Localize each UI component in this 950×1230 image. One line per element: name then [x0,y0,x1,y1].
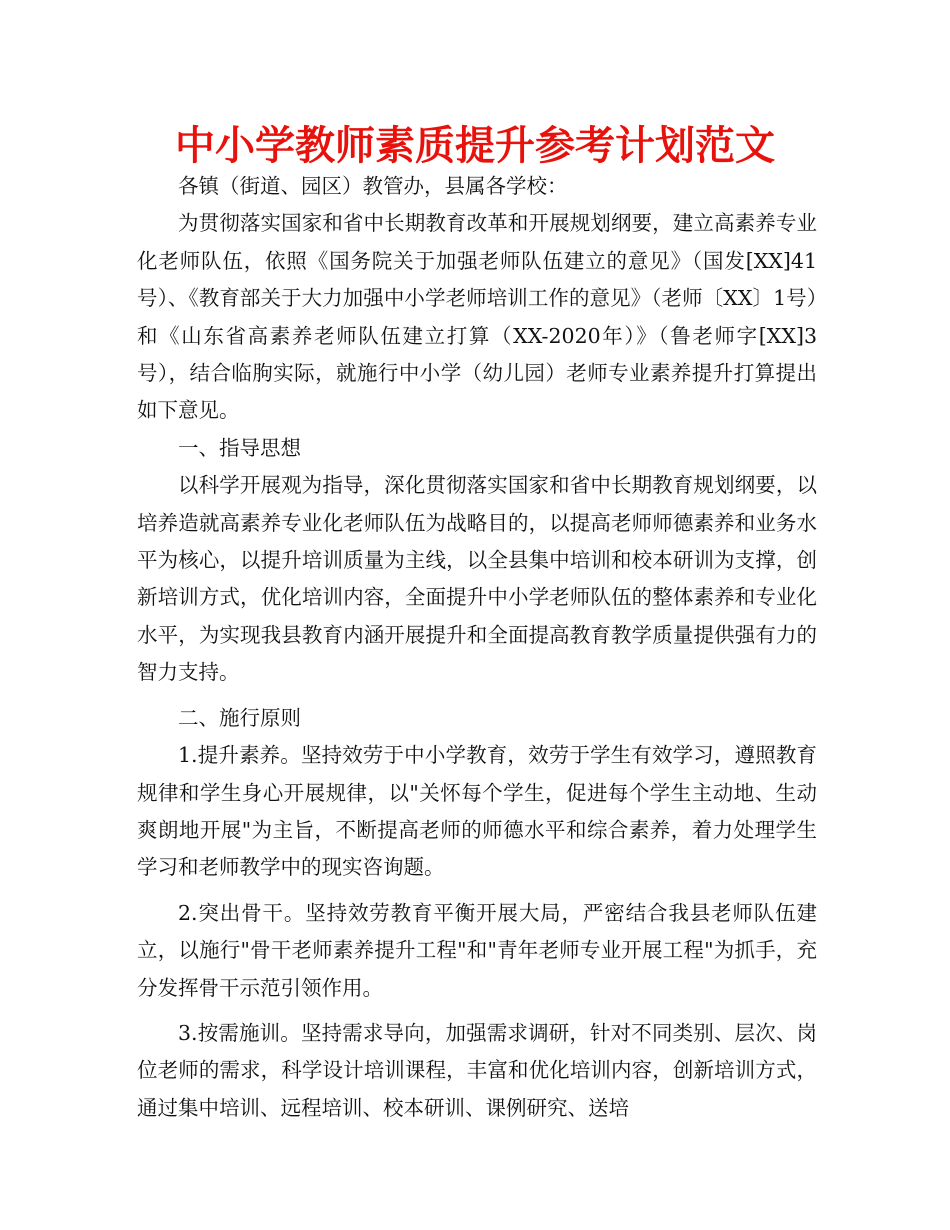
salutation-paragraph: 各镇（街道、园区）教管办，县属各学校： [178,174,568,198]
principle-3-paragraph: 3.按需施训。坚持需求导向，加强需求调研，针对不同类别、层次、岗位老师的需求，科学设计培训课程，丰富和优化培训内容，创新培训方式，通过集中培训、远程培训、校本研训、课例研究、送培 [137,1020,817,1120]
document-body [137,168,817,1127]
section-heading-principles: 二、施行原则 [178,705,301,730]
guiding-ideology-paragraph: 以科学开展观为指导，深化贯彻落实国家和省中长期教育规划纲要，以培养造就高素养专业化老师队伍为战略目的，以提高老师师德素养和业务水平为核心，以提升培训质量为主线，以全县集中培训和校本研训为支撑，创新培训方式，优化培训内容，全面提升中小学老师队伍的整体素养和专业化水平，为实现我县教育内涵开展提升和全面提高教育教学质量提供强有力的智力支持。 [137,473,817,685]
section-heading-guiding-ideology: 一、指导思想 [178,435,301,460]
principle-2-paragraph: 2.突出骨干。坚持效劳教育平衡开展大局，严密结合我县老师队伍建立，以施行"骨干老师素养提升工程"和"青年老师专业开展工程"为抓手，充分发挥骨干示范引领作用。 [137,900,817,1000]
intro-paragraph: 为贯彻落实国家和省中长期教育改革和开展规划纲要，建立高素养专业化老师队伍，依照《国务院关于加强老师队伍建立的意见》（国发[XX]41号）、《教育部关于大力加强中小学老师培训工作的意见》（老师〔XX〕1号）和《山东省高素养老师队伍建立打算（XX-2020年）》（鲁老师字[XX]3号），结合临朐实际，就施行中小学（幼儿园）老师专业素养提升打算提出如下意见。 [137,211,817,423]
principle-1-paragraph: 1.提升素养。坚持效劳于中小学教育，效劳于学生有效学习，遵照教育规律和学生身心开展规律，以"关怀每个学生，促进每个学生主动地、生动爽朗地开展"为主旨，不断提高老师的师德水平和综合素养，着力处理学生学习和老师教学中的现实咨询题。 [137,743,817,880]
document-title: 中小学教师素质提升参考计划范文 [175,123,775,169]
